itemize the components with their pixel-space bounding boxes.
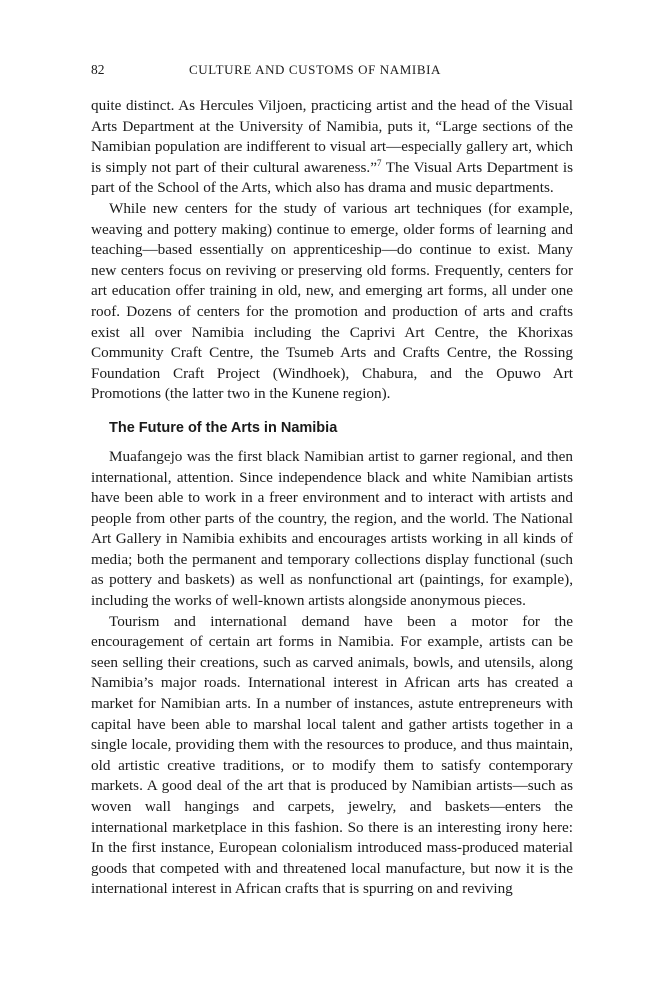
paragraph: Tourism and international demand have been a motor for the encouragement of certain art forms in Namibia. For example, artists can be seen selling their creations, such as carved animals, bowls, and utensils, along Namibia’s major roads. International interest in African arts has created a market for Namibian arts. In a number of instances, astute entrepreneurs with capital have been able to marshal local talent and gather artists together in a single locale, providing them with the resources to produce, and thus maintain, old artistic creative traditions, or to modify them to satisfy contemporary markets. A good deal of the art that is produced by Namibian artists—such as woven wall hangings and carpets, jewelry, and baskets—enters the international marketplace in this fashion. So there is an interesting irony here: In the first instance, European colonialism introduced mass-produced material goods that competed with and threatened local manufacture, but now it is the international interest in African crafts that is spurring on and reviving	[91, 612, 573, 898]
paragraph	[91, 96, 573, 199]
running-head	[91, 58, 573, 82]
body-text	[91, 96, 573, 900]
paragraph-text: quite distinct. As Hercules Viljoen, practicing artist and the head of the Visual Arts Department at the University of Namibia, puts it, “Large sections of the Namibian population are indifferent to visual art—especially gallery art, which is simply not part of their cultural awareness.”	[91, 97, 573, 176]
paragraph: Muafangejo was the first black Namibian artist to garner regional, and then international, attention. Since independence black and white Namibian artists have been able to work in a freer environment and to interact with artists and people from other parts of the country, the region, and the world. The National Art Gallery in Namibia exhibits and encourages artists working in all kinds of media; both the permanent and temporary collections display functional (such as pottery and baskets) as well as nonfunctional art (paintings, for example), including the works of well-known artists alongside anonymous pieces.	[91, 447, 573, 610]
footnote-marker: 7	[376, 157, 382, 168]
paragraph: While new centers for the study of various art techniques (for example, weaving and pottery making) continue to emerge, older forms of learning and teaching—based essentially on apprenticeship—do continue to exist. Many new centers focus on reviving or preserving old forms. Frequently, centers for art education offer training in old, new, and emerging art forms, all under one roof. Dozens of centers for the promotion and production of arts and crafts exist all over Namibia including the Caprivi Art Centre, the Khorixas Community Craft Centre, the Tsumeb Arts and Crafts Centre, the Rossing Foundation Craft Project (Windhoek), Chabura, and the Opuwo Art Promotions (the latter two in the Kunene region).	[91, 199, 573, 403]
section-heading: The Future of the Arts in Namibia	[109, 419, 338, 436]
running-title: CULTURE AND CUSTOMS OF NAMIBIA	[189, 62, 442, 77]
book-page	[91, 58, 573, 900]
page-number: 82	[91, 62, 105, 77]
paragraph-text: The Visual Arts Department is part of the School of the Arts, which also has drama and music departments.	[91, 158, 574, 197]
